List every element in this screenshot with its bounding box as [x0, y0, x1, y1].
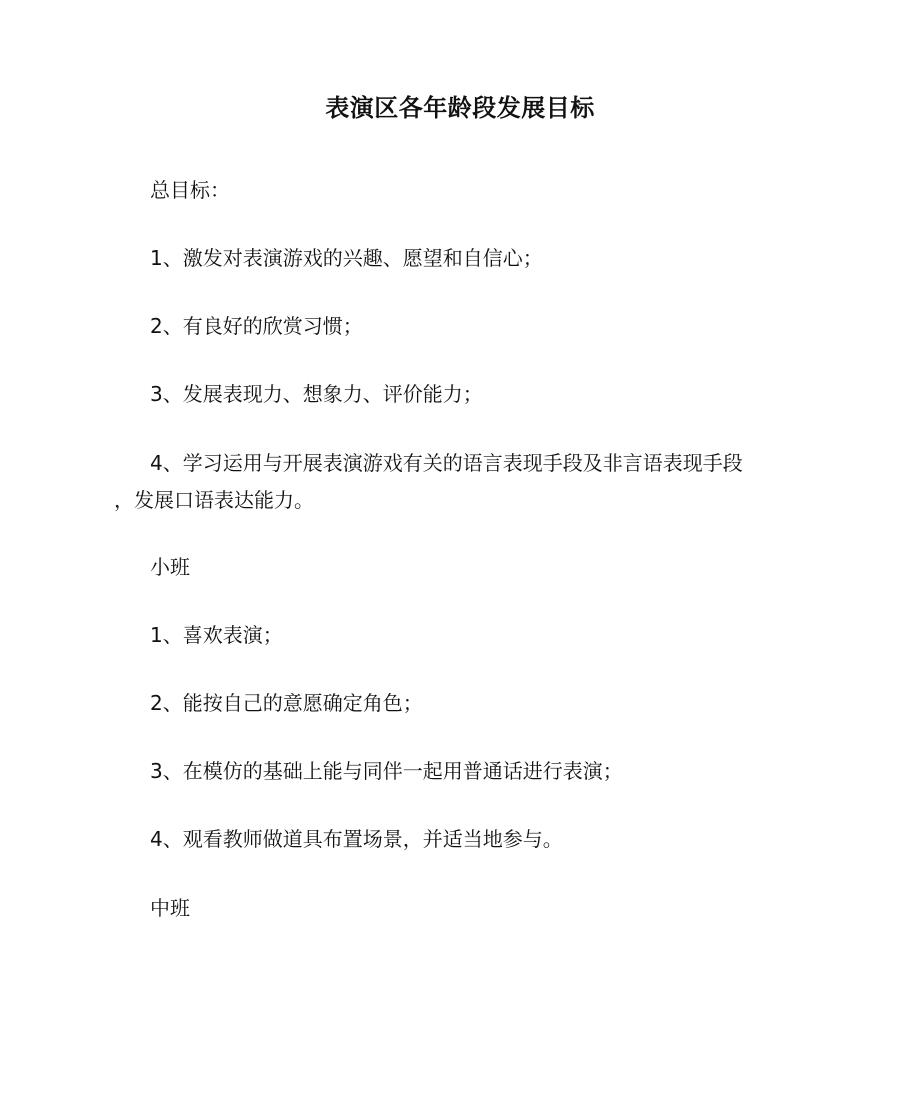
- overall-goal-item-4-continuation: ，发展口语表达能力。: [114, 488, 314, 512]
- middle-class-heading: 中班: [150, 896, 190, 920]
- overall-goals-heading: 总目标：: [150, 178, 230, 202]
- small-class-item-1: 1、喜欢表演；: [150, 623, 283, 647]
- overall-goal-item-1: 1、激发对表演游戏的兴趣、愿望和自信心；: [150, 246, 543, 270]
- document-title: 表演区各年龄段发展目标: [325, 94, 595, 122]
- overall-goal-item-3: 3、发展表现力、想象力、评价能力；: [150, 382, 483, 406]
- small-class-heading: 小班: [150, 555, 190, 579]
- small-class-item-2: 2、能按自己的意愿确定角色；: [150, 691, 423, 715]
- small-class-item-4: 4、观看教师做道具布置场景，并适当地参与。: [150, 827, 563, 851]
- small-class-item-3: 3、在模仿的基础上能与同伴一起用普通话进行表演；: [150, 759, 623, 783]
- overall-goal-item-4: 4、学习运用与开展表演游戏有关的语言表现手段及非言语表现手段: [150, 451, 743, 475]
- overall-goal-item-2: 2、有良好的欣赏习惯；: [150, 314, 363, 338]
